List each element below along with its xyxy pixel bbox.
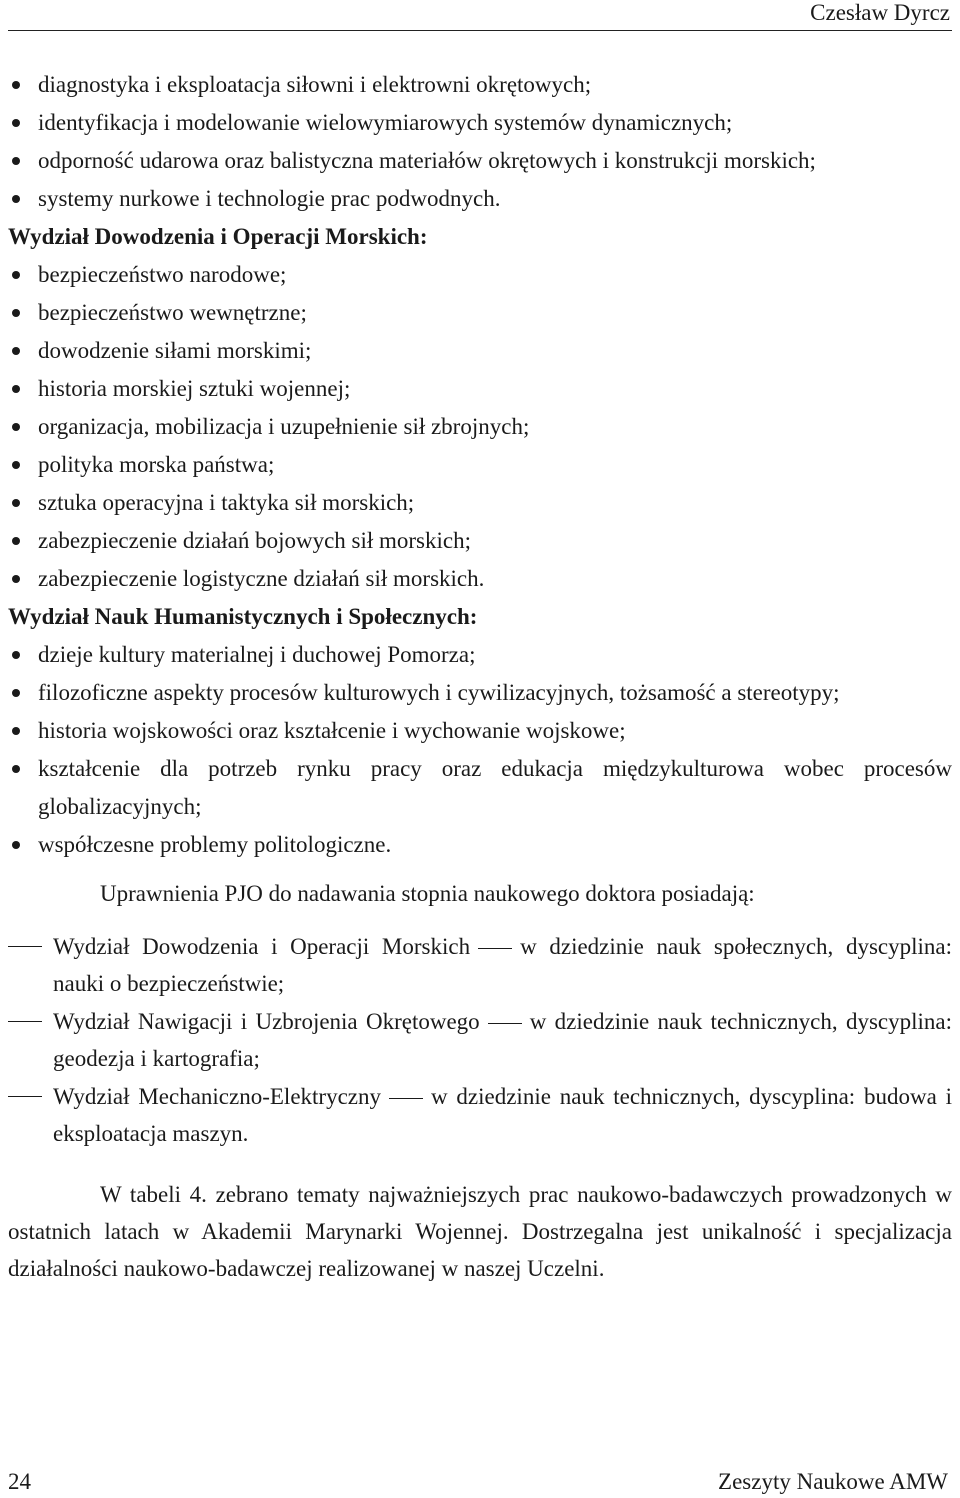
command-research-list xyxy=(8,256,952,598)
list-item: dowodzenie siłami morskimi; xyxy=(8,332,952,370)
dash-icon xyxy=(488,1023,522,1024)
bullet-icon xyxy=(12,575,20,583)
bullet-icon xyxy=(12,423,20,431)
list-item: dzieje kultury materialnej i duchowej Pomorza; xyxy=(8,636,952,674)
list-item: Wydział Dowodzenia i Operacji Morskich w dziedzinie nauk społecznych, dyscyplina: nauki o bezpieczeństwie; xyxy=(8,928,952,1002)
list-item: identyfikacja i modelowanie wielowymiarowych systemów dynamicznych; xyxy=(8,104,952,142)
rights-intro: Uprawnienia PJO do nadawania stopnia naukowego doktora posiadają: xyxy=(100,881,755,906)
bullet-icon xyxy=(12,461,20,469)
list-item: bezpieczeństwo wewnętrzne; xyxy=(8,294,952,332)
list-item: współczesne problemy politologiczne. xyxy=(8,826,952,864)
list-item: Wydział Mechaniczno-Elektryczny w dziedzinie nauk technicznych, dyscyplina: budowa i eksploatacja maszyn. xyxy=(8,1078,952,1152)
bullet-icon xyxy=(12,727,20,735)
bullet-icon xyxy=(12,309,20,317)
list-item: sztuka operacyjna i taktyka sił morskich; xyxy=(8,484,952,522)
bullet-icon xyxy=(12,271,20,279)
list-item: filozoficzne aspekty procesów kulturowych i cywilizacyjnych, tożsamość a stereotypy; xyxy=(8,674,952,712)
list-item: zabezpieczenie działań bojowych sił morskich; xyxy=(8,522,952,560)
section-heading-command: Wydział Dowodzenia i Operacji Morskich: xyxy=(8,224,428,249)
list-item: kształcenie dla potrzeb rynku pracy oraz edukacja międzykulturowa wobec procesów globalizacyjnych; xyxy=(8,750,952,826)
list-item: bezpieczeństwo narodowe; xyxy=(8,256,952,294)
section-heading-humanities: Wydział Nauk Humanistycznych i Społecznych: xyxy=(8,604,478,629)
list-item: historia morskiej sztuki wojennej; xyxy=(8,370,952,408)
list-item: polityka morska państwa; xyxy=(8,446,952,484)
list-item: odporność udarowa oraz balistyczna materiałów okrętowych i konstrukcji morskich; xyxy=(8,142,952,180)
dash-icon xyxy=(8,1021,42,1022)
running-header xyxy=(8,0,952,31)
intro-research-list xyxy=(8,66,952,218)
bullet-icon xyxy=(12,499,20,507)
humanities-research-list xyxy=(8,636,952,864)
list-item: historia wojskowości oraz kształcenie i wychowanie wojskowe; xyxy=(8,712,952,750)
footer-journal-title: Zeszyty Naukowe AMW xyxy=(718,1469,948,1494)
list-item: organizacja, mobilizacja i uzupełnienie sił zbrojnych; xyxy=(8,408,952,446)
dash-icon xyxy=(8,1096,42,1097)
header-author: Czesław Dyrcz xyxy=(810,0,950,25)
bullet-icon xyxy=(12,347,20,355)
bullet-icon xyxy=(12,765,20,773)
bullet-icon xyxy=(12,537,20,545)
dash-icon xyxy=(8,946,42,947)
bullet-icon xyxy=(12,81,20,89)
bullet-icon xyxy=(12,689,20,697)
dash-icon xyxy=(478,948,512,949)
dash-icon xyxy=(389,1098,423,1099)
doctoral-rights-list xyxy=(8,928,952,1152)
list-item: systemy nurkowe i technologie prac podwodnych. xyxy=(8,180,952,218)
list-item: Wydział Nawigacji i Uzbrojenia Okrętowego w dziedzinie nauk technicznych, dyscyplina: geodezja i kartografia; xyxy=(8,1003,952,1077)
bullet-icon xyxy=(12,195,20,203)
bullet-icon xyxy=(12,841,20,849)
list-item: zabezpieczenie logistyczne działań sił morskich. xyxy=(8,560,952,598)
bullet-icon xyxy=(12,651,20,659)
list-item: diagnostyka i eksploatacja siłowni i elektrowni okrętowych; xyxy=(8,66,952,104)
page-content xyxy=(8,66,952,1287)
page-number: 24 xyxy=(8,1469,31,1494)
bullet-icon xyxy=(12,157,20,165)
bullet-icon xyxy=(12,119,20,127)
bullet-icon xyxy=(12,385,20,393)
closing-paragraph: W tabeli 4. zebrano tematy najważniejszych prac naukowo-badawczych prowadzonych w ostatnich latach w Akademii Marynarki Wojennej. Dostrzegalna jest unikalność i specjalizacja działalności naukowo-badawczej realizowanej w naszej Uczelni. xyxy=(8,1182,952,1281)
